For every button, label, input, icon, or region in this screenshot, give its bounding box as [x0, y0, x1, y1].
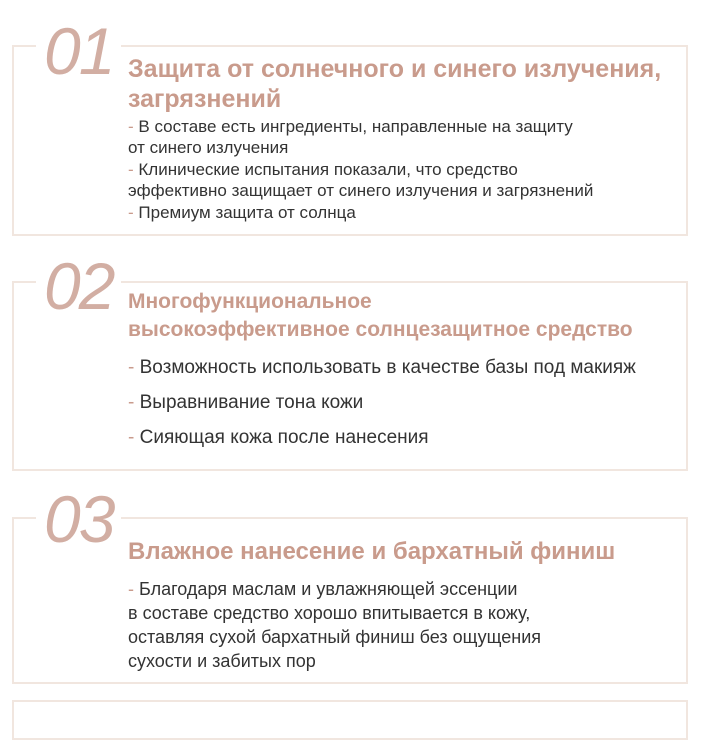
bullet-item: [128, 137, 288, 159]
bullet-item: - В составе есть ингредиенты, направленные на защиту: [128, 117, 573, 136]
section-number: 01: [36, 18, 121, 84]
bullet-item: [128, 649, 316, 673]
section-title-line: Защита от солнечного и синего излучения,: [128, 55, 662, 83]
bullet-text: эффективно защищает от синего излучения и загрязнений: [128, 181, 594, 200]
section-title-line: высокоэффективное солнцезащитное средство: [128, 318, 633, 341]
section-number: 03: [36, 486, 121, 552]
bullet-text: сухости и забитых пор: [128, 651, 316, 671]
bullet-text: в составе средство хорошо впитывается в кожу,: [128, 603, 531, 623]
bullet-text: Благодаря маслам и увлажняющей эссенции: [139, 579, 518, 599]
section-04-card-partial: [12, 700, 688, 740]
bullet-text: Возможность использовать в качестве базы под макияж: [139, 357, 636, 378]
bullet-item: - Благодаря маслам и увлажняющей эссенции: [128, 579, 518, 599]
section-title: [128, 54, 661, 114]
bullet-text: Выравнивание тона кожи: [139, 392, 364, 413]
bullet-item: [128, 625, 541, 649]
section-title-line: Влажное нанесение и бархатный финиш: [128, 538, 616, 565]
section-title-line: Многофункциональное: [128, 290, 372, 313]
bullet-text: от синего излучения: [128, 138, 289, 157]
bullet-item: - Сияющая кожа после нанесения: [128, 427, 429, 448]
section-title: [128, 288, 633, 344]
section-title: [128, 537, 615, 567]
bullet-text: Премиум защита от солнца: [138, 203, 356, 222]
bullet-item: [128, 601, 530, 625]
section-number: 02: [36, 253, 121, 319]
bullet-item: - Премиум защита от солнца: [128, 203, 356, 222]
bullet-item: - Возможность использовать в качестве базы под макияж: [128, 357, 636, 378]
section-title-line: загрязнений: [128, 85, 282, 113]
bullet-item: - Выравнивание тона кожи: [128, 392, 364, 413]
bullet-text: В составе есть ингредиенты, направленные на защиту: [138, 117, 573, 136]
bullet-text: Клинические испытания показали, что средство: [138, 160, 518, 179]
bullet-item: [128, 180, 593, 202]
bullet-text: оставляя сухой бархатный финиш без ощущения: [128, 627, 542, 647]
bullet-item: - Клинические испытания показали, что средство: [128, 160, 518, 179]
bullet-text: Сияющая кожа после нанесения: [139, 427, 429, 448]
